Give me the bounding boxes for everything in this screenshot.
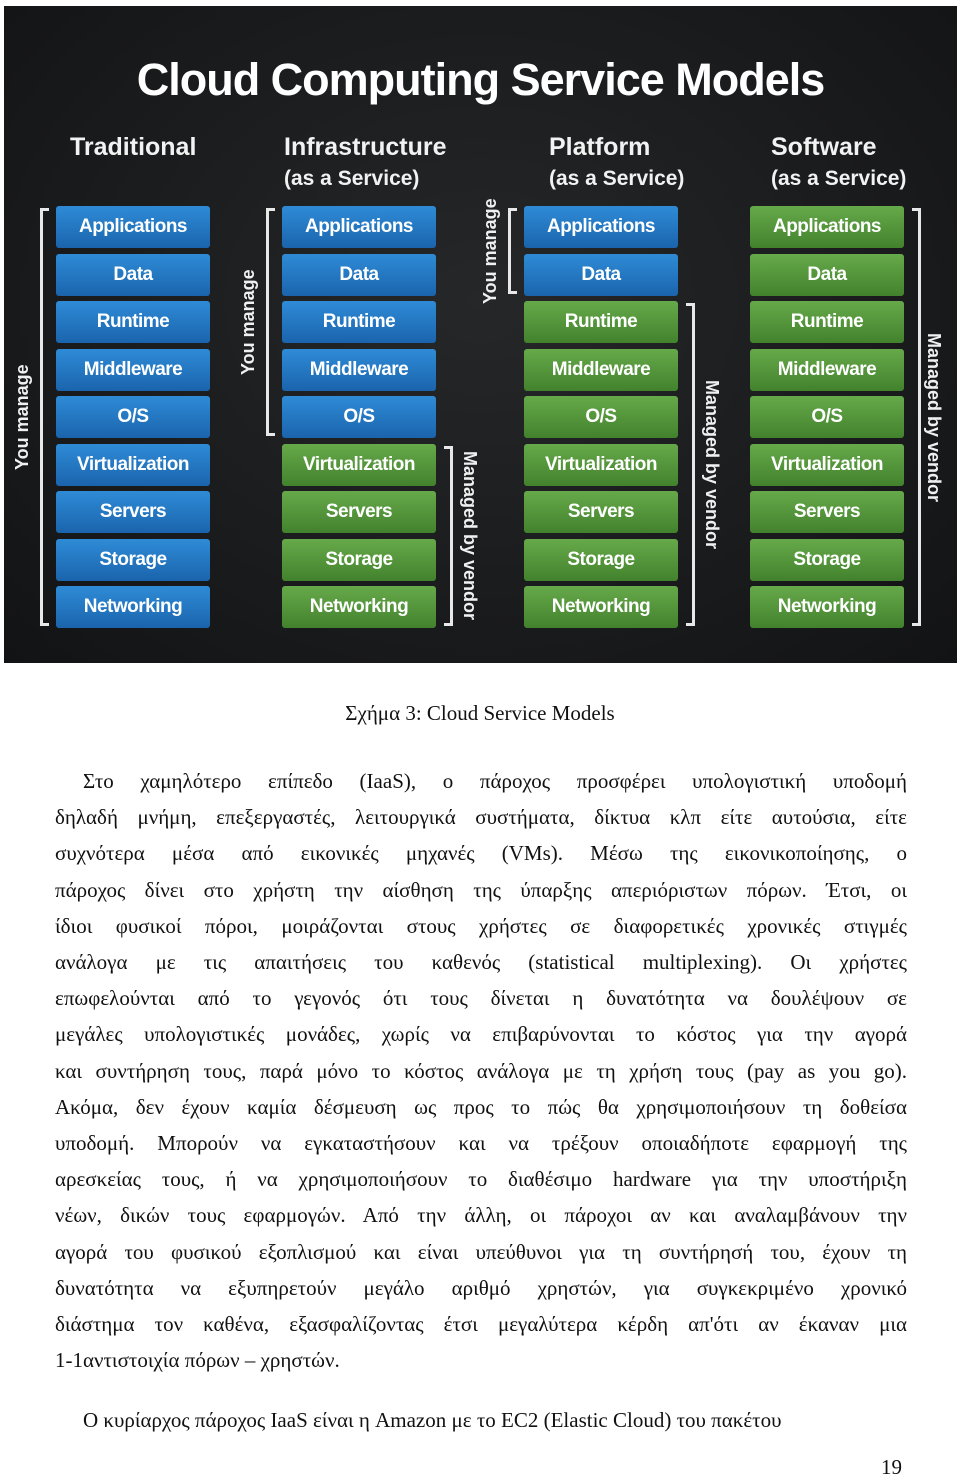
you-manage-bracket xyxy=(40,208,43,626)
managed-by-vendor-label: Managed by vendor xyxy=(924,332,944,502)
layer-applications: Applications xyxy=(282,206,436,248)
layer-os: O/S xyxy=(282,396,436,438)
paragraph-line: συχνότερα μέσα από εικονικές μηχανές (VMs). Μέσω της εικονικοποίησης, ο xyxy=(55,841,907,866)
layer-networking: Networking xyxy=(282,586,436,628)
layer-middleware: Middleware xyxy=(56,349,210,391)
paragraph-line: δηλαδή μνήμη, επεξεργαστές, λειτουργικά συστήματα, δίκτυα κλπ είτε αυτούσια, είτε xyxy=(55,805,907,830)
column-heading xyxy=(771,132,906,194)
paragraph-line: νέων, δικών τους εφαρμογών. Από την άλλη, οι πάροχοι αν και αναλαμβάνουν την xyxy=(55,1203,907,1228)
layer-storage: Storage xyxy=(56,539,210,581)
vendor-managed-bracket xyxy=(918,208,921,626)
column-heading xyxy=(549,132,684,194)
layer-virtualization: Virtualization xyxy=(524,444,678,486)
paragraph-line: 1-1αντιστοιχία πόρων – χρηστών. xyxy=(55,1348,340,1373)
vendor-managed-bracket xyxy=(692,303,695,626)
page-number: 19 xyxy=(881,1455,902,1479)
layer-data: Data xyxy=(56,254,210,296)
layer-virtualization: Virtualization xyxy=(56,444,210,486)
paragraph-line: αγορά του φυσικού εξοπλισμού και είναι υπεύθυνοι για τη συντήρησή του, έχουν τη xyxy=(55,1239,907,1264)
layer-storage: Storage xyxy=(750,539,904,581)
column-heading xyxy=(284,132,447,194)
managed-by-vendor-label: Managed by vendor xyxy=(460,451,480,621)
layer-networking: Networking xyxy=(524,586,678,628)
paragraph-line: πάροχος δίνει στο χρήστη την αίσθηση της ύπαρξης απεριόριστων πόρων. Έτσι, οι xyxy=(55,877,907,902)
layer-os: O/S xyxy=(524,396,678,438)
layer-networking: Networking xyxy=(56,586,210,628)
layer-runtime: Runtime xyxy=(282,301,436,343)
layer-networking: Networking xyxy=(750,586,904,628)
you-manage-label: You manage xyxy=(480,198,500,304)
cloud-service-models-figure xyxy=(4,6,957,663)
layer-applications: Applications xyxy=(524,206,678,248)
layer-virtualization: Virtualization xyxy=(282,444,436,486)
layer-servers: Servers xyxy=(282,491,436,533)
you-manage-bracket xyxy=(266,208,269,436)
paragraph-line: ανάλογα με τις απαιτήσεις του καθενός (statistical multiplexing). Οι χρήστες xyxy=(55,950,907,974)
paragraph-line: ίδιοι φυσικοί πόροι, μοιράζονται στους χρήστες σε διαφορετικές χρονικές στιγμές xyxy=(55,913,907,938)
column-subtitle: (as a Service) xyxy=(771,167,907,190)
paragraph-line: και συντήρηση τους, παρά μόνο το κόστος ανάλογα με τη χρήση τους (pay as you go). xyxy=(55,1058,907,1083)
layer-os: O/S xyxy=(750,396,904,438)
layer-runtime: Runtime xyxy=(750,301,904,343)
layer-storage: Storage xyxy=(282,539,436,581)
column-title: Platform xyxy=(549,133,651,161)
layer-runtime: Runtime xyxy=(56,301,210,343)
column-subtitle: (as a Service) xyxy=(549,167,685,190)
you-manage-label: You manage xyxy=(12,364,32,470)
layer-virtualization: Virtualization xyxy=(750,444,904,486)
layer-servers: Servers xyxy=(56,491,210,533)
paragraph-line: διάστημα τον καθένα, εξασφαλίζοντας έτσι μεγαλύτερα κέρδη απ'ότι αν έκαναν μια xyxy=(55,1312,907,1336)
column-title: Infrastructure xyxy=(284,133,447,161)
vendor-managed-bracket xyxy=(450,446,453,627)
layer-os: O/S xyxy=(56,396,210,438)
layer-data: Data xyxy=(750,254,904,296)
paragraph-line: αρεσκείας τους, ή να χρησιμοποιήσουν το διαθέσιμο hardware για την υποστήριξη xyxy=(55,1167,907,1192)
layer-applications: Applications xyxy=(56,206,210,248)
paragraph-line: Ακόμα, δεν έχουν καμία δέσμευση ως προς το πώς θα χρησιμοποιήσουν τη δοθείσα xyxy=(55,1094,907,1119)
column-subtitle: (as a Service) xyxy=(284,167,420,190)
layer-middleware: Middleware xyxy=(524,349,678,391)
you-manage-label: You manage xyxy=(238,269,258,375)
paragraph-line: δυνατότητα να εξυπηρετούν μεγάλο αριθμό χρηστών, για συγκεκριμένο χρονικό xyxy=(55,1275,907,1300)
column-title: Traditional xyxy=(70,133,197,161)
paragraph-line: Στο χαμηλότερο επίπεδο (IaaS), ο πάροχος προσφέρει υπολογιστική υποδομή xyxy=(83,769,907,793)
layer-runtime: Runtime xyxy=(524,301,678,343)
column-title: Software xyxy=(771,133,877,161)
body-paragraph-2: Ο κυρίαρχος πάροχος IaaS είναι η Amazon με το EC2 (Elastic Cloud) του πακέτου xyxy=(83,1408,782,1432)
paragraph-line: υποδομή. Μπορούν να εγκαταστήσουν και να τρέξουν οποιαδήποτε εφαρμογή της xyxy=(55,1131,907,1155)
you-manage-bracket xyxy=(508,208,511,294)
layer-storage: Storage xyxy=(524,539,678,581)
layer-applications: Applications xyxy=(750,206,904,248)
layer-servers: Servers xyxy=(524,491,678,533)
figure-caption: Σχήμα 3: Cloud Service Models xyxy=(345,701,615,725)
figure-title: Cloud Computing Service Models xyxy=(136,54,825,105)
paragraph-line: επωφελούνται από το γεγονός ότι τους δίνεται η δυνατότητα να δουλέψουν σε xyxy=(55,986,907,1011)
layer-data: Data xyxy=(524,254,678,296)
layer-middleware: Middleware xyxy=(750,349,904,391)
layer-middleware: Middleware xyxy=(282,349,436,391)
layer-servers: Servers xyxy=(750,491,904,533)
paragraph-line: μεγάλες υπολογιστικές μονάδες, χωρίς να επιβαρύνονται το κόστος για την αγορά xyxy=(55,1022,907,1047)
managed-by-vendor-label: Managed by vendor xyxy=(702,380,722,550)
layer-data: Data xyxy=(282,254,436,296)
column-heading xyxy=(70,132,196,163)
